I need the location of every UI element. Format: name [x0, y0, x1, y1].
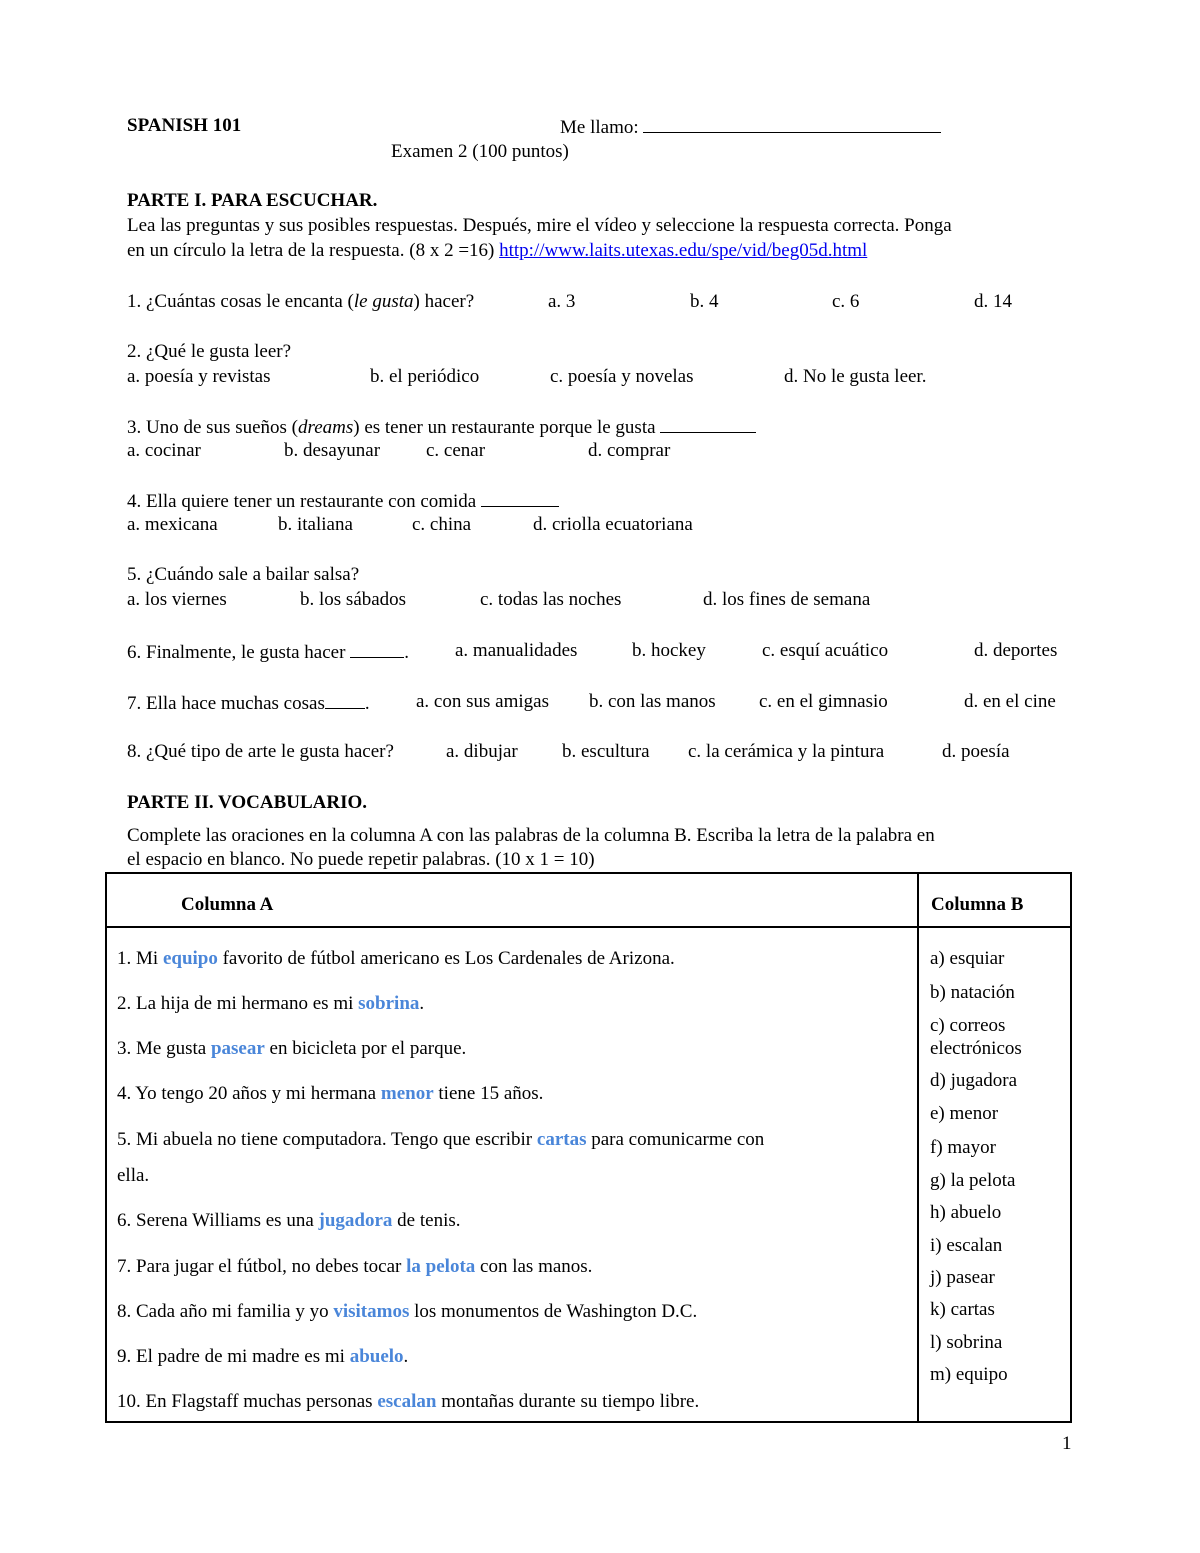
q6-option-b[interactable]: b. hockey — [632, 640, 706, 661]
q3-option-a[interactable]: a. cocinar — [127, 440, 201, 461]
part2-title: PARTE II. VOCABULARIO. — [127, 792, 368, 813]
sentence-10: 10. En Flagstaff muchas personas escalan montañas durante su tiempo libre. — [117, 1391, 700, 1412]
question-1: 1. ¿Cuántas cosas le encanta (le gusta) hacer? — [127, 291, 475, 312]
answer-6[interactable]: jugadora — [318, 1210, 393, 1231]
question-2: 2. ¿Qué le gusta leer? — [127, 341, 292, 362]
column-a-header: Columna A — [181, 894, 274, 915]
name-blank[interactable] — [643, 114, 941, 133]
word-j: j) pasear — [930, 1267, 995, 1288]
word-d: d) jugadora — [930, 1070, 1018, 1091]
q8-option-c[interactable]: c. la cerámica y la pintura — [688, 741, 885, 762]
answer-1[interactable]: equipo — [162, 948, 218, 969]
course-title: SPANISH 101 — [127, 115, 242, 136]
q7-option-a[interactable]: a. con sus amigas — [416, 691, 549, 712]
q3-option-c[interactable]: c. cenar — [426, 440, 486, 461]
q6-option-a[interactable]: a. manualidades — [455, 640, 578, 661]
q5-option-a[interactable]: a. los viernes — [127, 589, 227, 610]
word-c: c) correos — [930, 1015, 1006, 1036]
q1-option-b[interactable]: b. 4 — [690, 291, 719, 312]
q7-option-d[interactable]: d. en el cine — [964, 691, 1056, 712]
question-8: 8. ¿Qué tipo de arte le gusta hacer? — [127, 741, 394, 762]
q8-option-a[interactable]: a. dibujar — [446, 741, 518, 762]
answer-9[interactable]: abuelo — [349, 1346, 404, 1367]
answer-2[interactable]: sobrina — [358, 993, 420, 1014]
exam-title: Examen 2 (100 puntos) — [391, 141, 569, 162]
q6-blank[interactable] — [350, 639, 404, 658]
q8-option-d[interactable]: d. poesía — [942, 741, 1010, 762]
q3-blank[interactable] — [660, 414, 756, 433]
q4-blank[interactable] — [481, 488, 559, 507]
q7-option-c[interactable]: c. en el gimnasio — [759, 691, 888, 712]
q6-option-d[interactable]: d. deportes — [974, 640, 1058, 661]
word-a: a) esquiar — [930, 948, 1005, 969]
answer-8[interactable]: visitamos — [333, 1301, 410, 1322]
q3-option-b[interactable]: b. desayunar — [284, 440, 381, 461]
question-6: 6. Finalmente, le gusta hacer . — [127, 639, 409, 665]
q3-option-d[interactable]: d. comprar — [588, 440, 671, 461]
part1-instructions-line1: Lea las preguntas y sus posibles respuestas. Después, mire el vídeo y seleccione la respuesta correcta. Ponga — [127, 215, 952, 236]
q4-option-b[interactable]: b. italiana — [278, 514, 353, 535]
q2-option-d[interactable]: d. No le gusta leer. — [784, 366, 927, 387]
name-line — [560, 114, 941, 140]
q4-option-a[interactable]: a. mexicana — [127, 514, 218, 535]
question-7: 7. Ella hace muchas cosas . — [127, 690, 370, 716]
word-l: l) sobrina — [930, 1332, 1003, 1353]
q1-option-c[interactable]: c. 6 — [832, 291, 860, 312]
part2-instructions-line1: Complete las oraciones en la columna A con las palabras de la columna B. Escriba la letra de la palabra en — [127, 825, 935, 846]
q2-option-a[interactable]: a. poesía y revistas — [127, 366, 271, 387]
q8-option-b[interactable]: b. escultura — [562, 741, 650, 762]
word-h: h) abuelo — [930, 1202, 1002, 1223]
q4-option-d[interactable]: d. criolla ecuatoriana — [533, 514, 693, 535]
sentence-5: 5. Mi abuela no tiene computadora. Tengo que escribir cartas para comunicarme con — [117, 1129, 765, 1150]
part1-title: PARTE I. PARA ESCUCHAR. — [127, 190, 378, 211]
table-column-divider — [917, 872, 919, 1423]
q7-blank[interactable] — [325, 690, 365, 709]
word-e: e) menor — [930, 1103, 999, 1124]
word-b: b) natación — [930, 982, 1015, 1003]
sentence-4: 4. Yo tengo 20 años y mi hermana menor tiene 15 años. — [117, 1083, 544, 1104]
name-label: Me llamo: — [560, 117, 639, 138]
video-link[interactable]: http://www.laits.utexas.edu/spe/vid/beg05d.html — [499, 240, 868, 261]
word-m: m) equipo — [930, 1364, 1008, 1385]
answer-7[interactable]: la pelota — [406, 1256, 476, 1277]
q5-option-c[interactable]: c. todas las noches — [480, 589, 622, 610]
q6-option-c[interactable]: c. esquí acuático — [762, 640, 889, 661]
word-i: i) escalan — [930, 1235, 1003, 1256]
question-5: 5. ¿Cuándo sale a bailar salsa? — [127, 564, 360, 585]
sentence-8: 8. Cada año mi familia y yo visitamos los monumentos de Washington D.C. — [117, 1301, 698, 1322]
sentence-5-continuation: ella. — [117, 1165, 150, 1186]
q5-option-d[interactable]: d. los fines de semana — [703, 589, 871, 610]
q7-option-b[interactable]: b. con las manos — [589, 691, 716, 712]
sentence-6: 6. Serena Williams es una jugadora de tenis. — [117, 1210, 461, 1231]
sentence-7: 7. Para jugar el fútbol, no debes tocar la pelota con las manos. — [117, 1256, 593, 1277]
q2-option-c[interactable]: c. poesía y novelas — [550, 366, 694, 387]
table-header-divider — [105, 926, 1072, 928]
answer-5[interactable]: cartas — [536, 1129, 587, 1150]
word-g: g) la pelota — [930, 1170, 1016, 1191]
word-f: f) mayor — [930, 1137, 996, 1158]
q4-option-c[interactable]: c. china — [412, 514, 472, 535]
sentence-2: 2. La hija de mi hermano es mi sobrina. — [117, 993, 425, 1014]
sentence-3: 3. Me gusta pasear en bicicleta por el parque. — [117, 1038, 467, 1059]
word-k: k) cartas — [930, 1299, 995, 1320]
q5-option-b[interactable]: b. los sábados — [300, 589, 407, 610]
sentence-1: 1. Mi equipo favorito de fútbol americano es Los Cardenales de Arizona. — [117, 948, 675, 969]
page-number: 1 — [1062, 1433, 1072, 1454]
answer-4[interactable]: menor — [380, 1083, 434, 1104]
sentence-9: 9. El padre de mi madre es mi abuelo. — [117, 1346, 409, 1367]
answer-10[interactable]: escalan — [377, 1391, 437, 1412]
q1-option-a[interactable]: a. 3 — [548, 291, 576, 312]
part1-instructions-line2 — [127, 239, 867, 263]
part1-instructions-text: en un círculo la letra de la respuesta. (8 x 2 =16) — [127, 240, 500, 261]
q2-option-b[interactable]: b. el periódico — [370, 366, 480, 387]
question-4: 4. Ella quiere tener un restaurante con comida — [127, 488, 559, 514]
answer-3[interactable]: pasear — [210, 1038, 265, 1059]
question-3: 3. Uno de sus sueños (dreams) es tener un restaurante porque le gusta — [127, 414, 756, 440]
word-c-continuation: electrónicos — [930, 1038, 1022, 1059]
q1-option-d[interactable]: d. 14 — [974, 291, 1012, 312]
part2-instructions-line2: el espacio en blanco. No puede repetir palabras. (10 x 1 = 10) — [127, 849, 595, 870]
column-b-header: Columna B — [931, 894, 1024, 915]
